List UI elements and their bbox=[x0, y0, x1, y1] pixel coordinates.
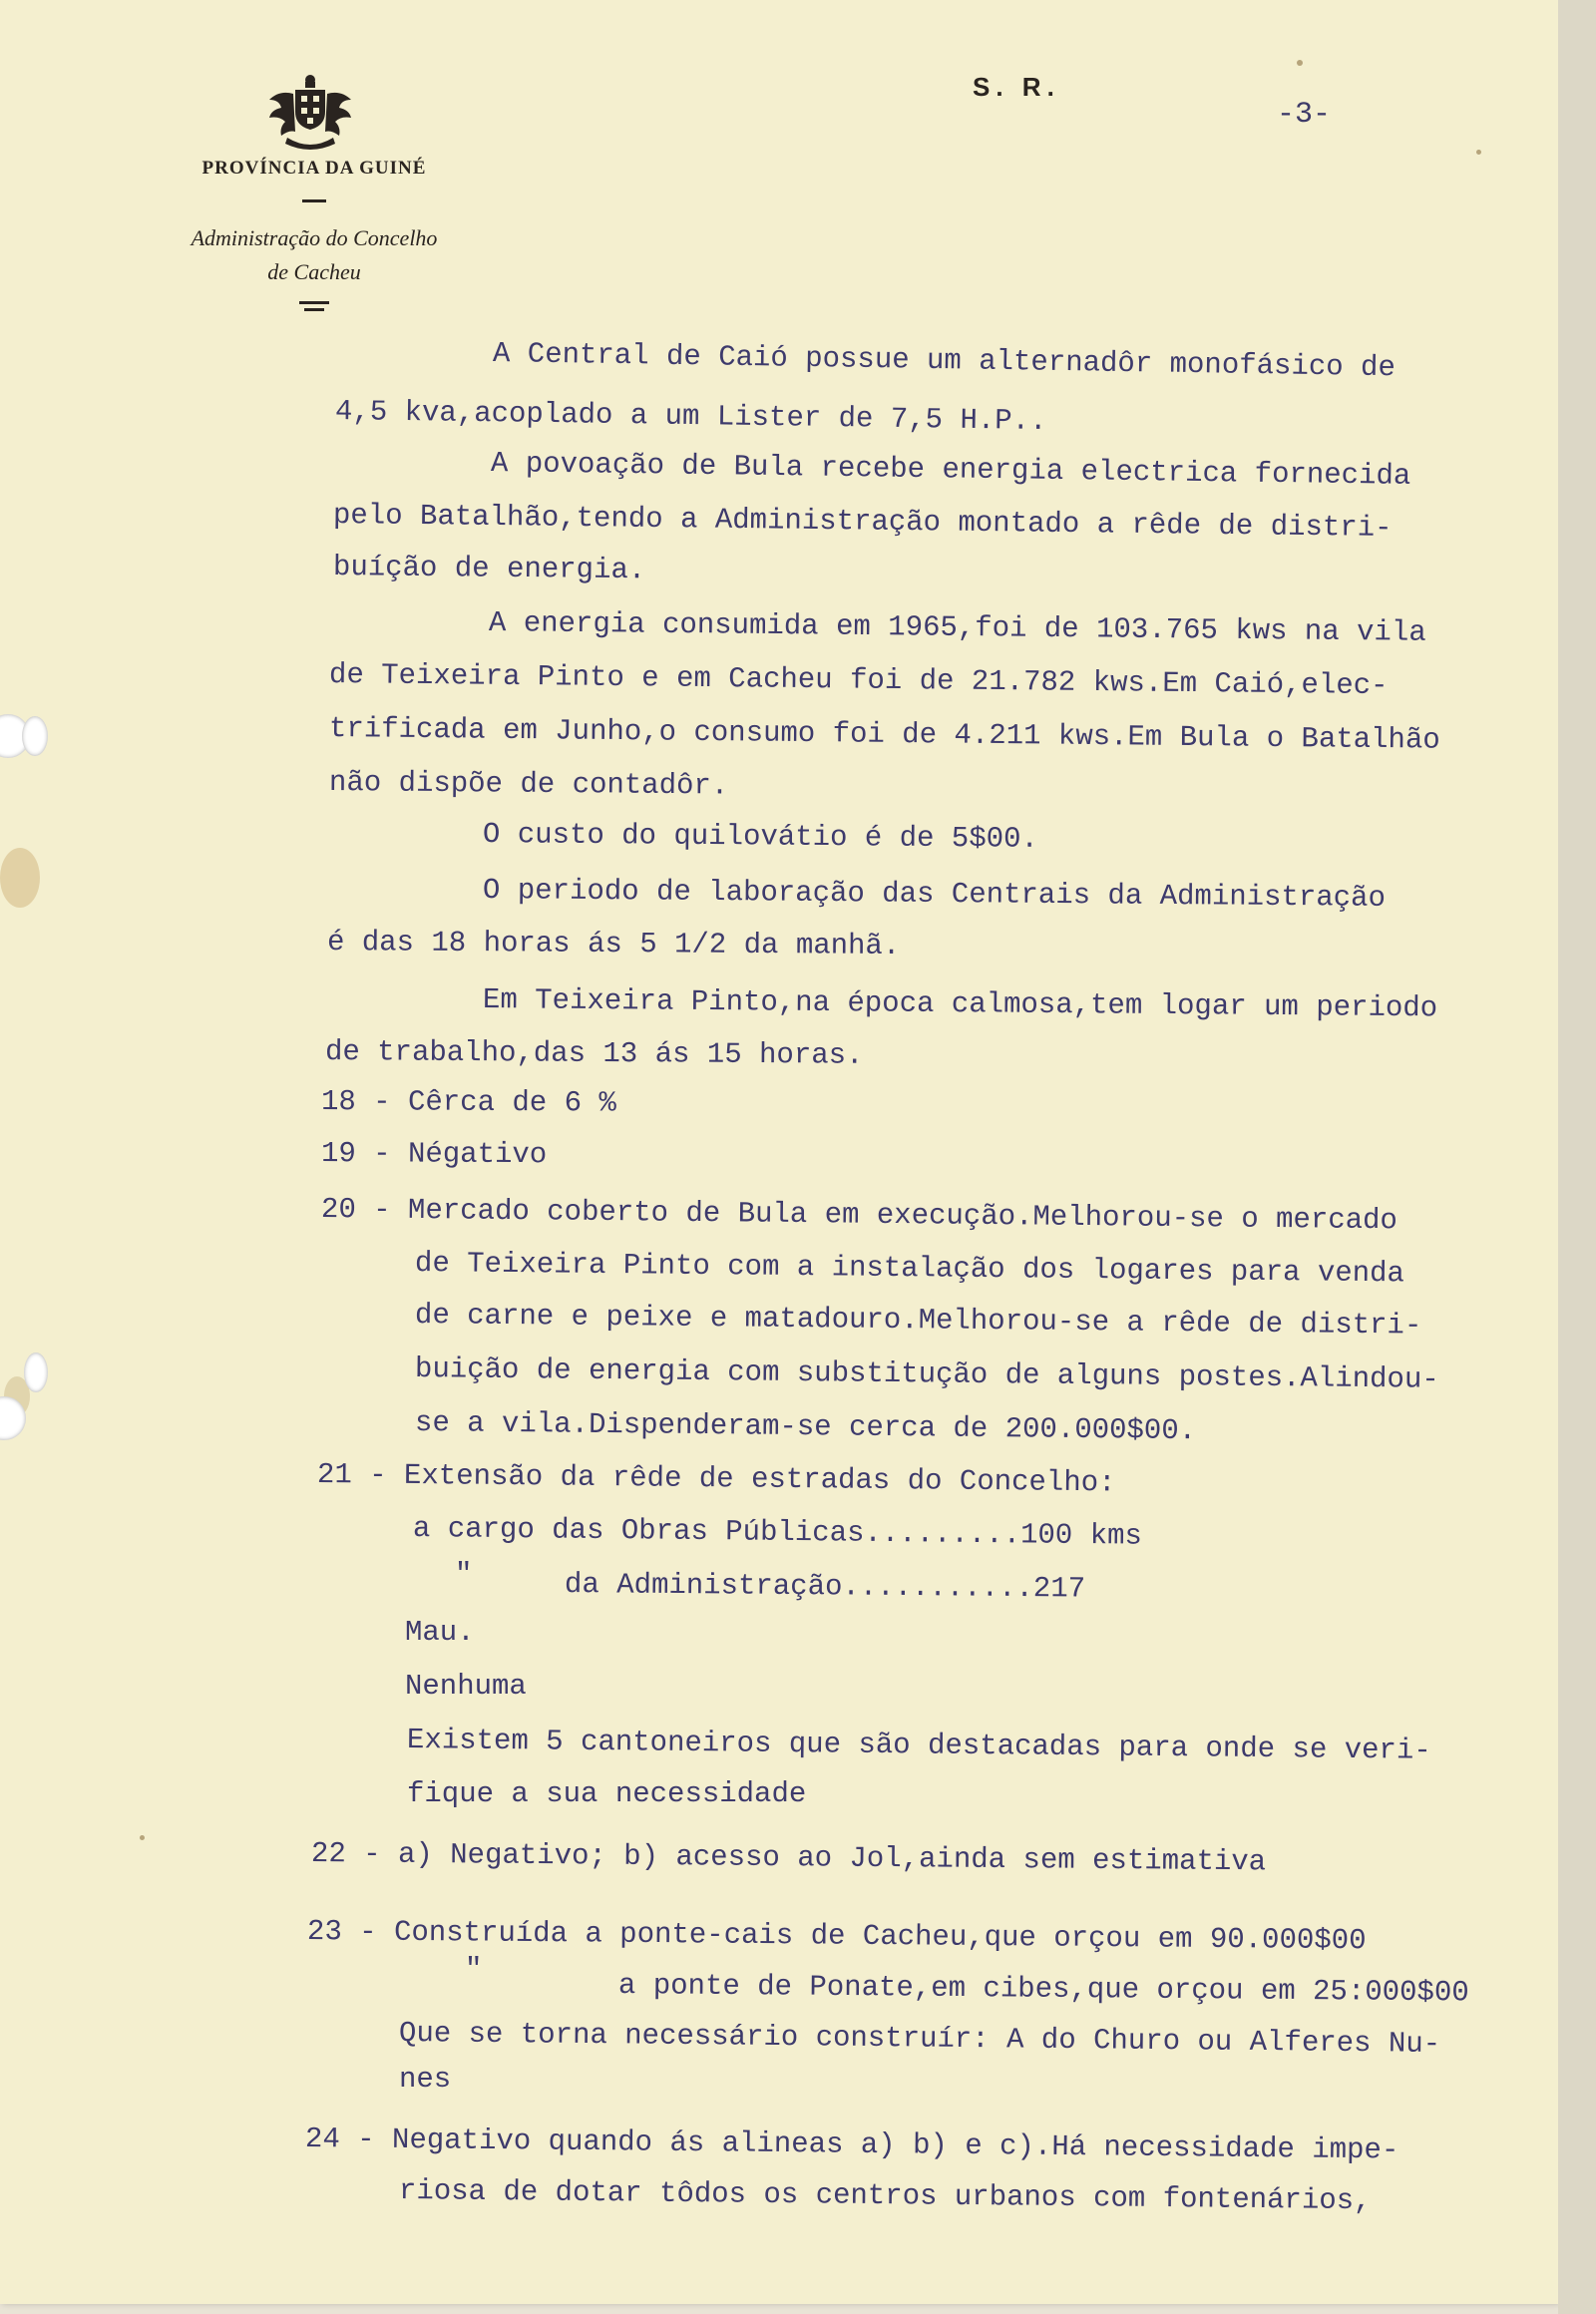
text-line: a ponte de Ponate,em cibes,que orçou em 25:000$00 bbox=[617, 1969, 1469, 2010]
text-line: de Teixeira Pinto com a instalação dos logares para venda bbox=[414, 1247, 1405, 1291]
ditto-mark: " bbox=[455, 1558, 473, 1591]
text-line: O custo do quilovátio é de 5$00. bbox=[482, 818, 1039, 856]
divider bbox=[304, 308, 324, 311]
divider bbox=[299, 301, 329, 304]
text-line: trificada em Junho,o consumo foi de 4.211 kws.Em Bula o Batalhão bbox=[328, 712, 1440, 757]
text-line: 4,5 kva,acoplado a um Lister de 7,5 H.P.. bbox=[334, 395, 1047, 438]
province-name: PROVÍNCIA DA GUINÉ bbox=[201, 158, 427, 179]
text-line: Existem 5 cantoneiros que são destacadas para onde se veri- bbox=[406, 1724, 1431, 1767]
background-edge bbox=[1558, 0, 1596, 2314]
page-number: -3- bbox=[1277, 98, 1332, 132]
text-line: Nenhuma bbox=[405, 1670, 527, 1703]
text-line: da Administração...........217 bbox=[564, 1568, 1086, 1606]
classification-mark: S. R. bbox=[973, 72, 1060, 102]
admin-subtitle: de Cacheu bbox=[267, 259, 361, 284]
ditto-mark: " bbox=[465, 1953, 483, 1986]
text-line: Em Teixeira Pinto,na época calmosa,tem logar um periodo bbox=[482, 983, 1438, 1025]
punch-hole bbox=[24, 1352, 48, 1392]
text-line: não dispõe de contadôr. bbox=[328, 766, 729, 803]
text-line: buíção de energia. bbox=[332, 551, 646, 587]
text-line: Mau. bbox=[405, 1616, 475, 1649]
text-line: riosa de dotar tôdos os centros urbanos com fontenários, bbox=[398, 2174, 1372, 2218]
text-line: pelo Batalhão,tendo a Administração montado a rêde de distri- bbox=[332, 499, 1393, 545]
text-line: A Central de Caió possue um alternadôr monofásico de bbox=[492, 337, 1396, 385]
text-line: de Teixeira Pinto e em Cacheu foi de 21.782 kws.Em Caió,elec- bbox=[328, 658, 1389, 703]
admin-title: Administração do Concelho bbox=[191, 225, 438, 250]
coat-of-arms-icon bbox=[265, 74, 355, 152]
divider bbox=[302, 199, 326, 202]
text-line: 24 - Negativo quando ás alineas a) b) e c).Há necessidade impe- bbox=[304, 2122, 1399, 2167]
text-line: se a vila.Dispenderam-se cerca de 200.000$00. bbox=[414, 1406, 1197, 1448]
text-line: A energia consumida em 1965,foi de 103.765 kws na vila bbox=[488, 606, 1426, 649]
text-line: 20 - Mercado coberto de Bula em execução.Melhorou-se o mercado bbox=[320, 1193, 1398, 1238]
paper-stain bbox=[1297, 60, 1303, 66]
text-line: é das 18 horas ás 5 1/2 da manhã. bbox=[326, 926, 901, 964]
text-line: 22 - a) Negativo; b) acesso ao Jol,ainda sem estimativa bbox=[310, 1837, 1267, 1879]
paper-stain bbox=[0, 848, 40, 908]
text-line: fique a sua necessidade bbox=[407, 1777, 807, 1810]
text-line: de carne e peixe e matadouro.Melhorou-se a rêde de distri- bbox=[414, 1299, 1422, 1343]
text-line: a cargo das Obras Públicas.........100 kms bbox=[412, 1512, 1143, 1553]
text-line: 23 - Construída a ponte-cais de Cacheu,que orçou em 90.000$00 bbox=[306, 1915, 1367, 1958]
paper-stain bbox=[1476, 150, 1481, 155]
text-line: 19 - Négativo bbox=[320, 1137, 548, 1172]
punch-hole bbox=[22, 716, 48, 756]
text-line: 21 - Extensão da rêde de estradas do Concelho: bbox=[316, 1458, 1116, 1500]
text-line: de trabalho,das 13 ás 15 horas. bbox=[324, 1035, 864, 1072]
text-line: O periodo de laboração das Centrais da Administração bbox=[482, 874, 1387, 915]
text-line: A povoação de Bula recebe energia electrica fornecida bbox=[490, 447, 1411, 493]
text-line: buição de energia com substitução de alguns postes.Alindou- bbox=[414, 1352, 1439, 1396]
text-line: Que se torna necessário construír: A do Churo ou Alferes Nu- bbox=[398, 2017, 1441, 2061]
paper-stain bbox=[140, 1835, 145, 1840]
text-line: nes bbox=[399, 2063, 452, 2096]
text-line: 18 - Cêrca de 6 % bbox=[320, 1085, 616, 1120]
